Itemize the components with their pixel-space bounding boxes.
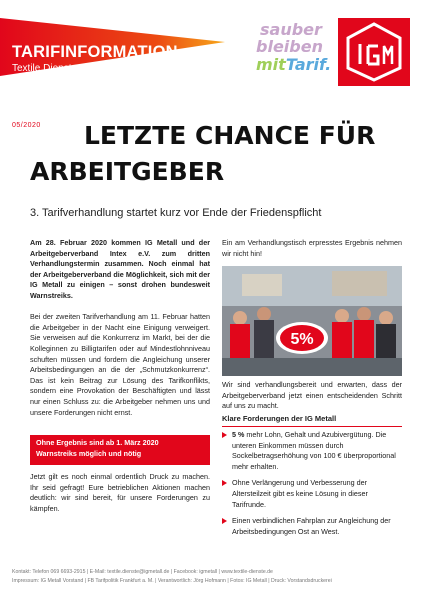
footer-contact: Kontakt: Telefon 069 6693-2915 | E-Mail: textile.dienste@igmetall.de | Facebook: igmetall | www.textile-dienste.de: [12, 569, 273, 575]
protest-photo: [222, 266, 402, 376]
demands-list: [222, 430, 402, 543]
triangle-bullet-icon: [222, 480, 227, 486]
right-paragraph: [222, 380, 402, 412]
left-column: [30, 238, 210, 429]
list-item: Einen verbindlichen Fahrplan zur Angleichung der Arbeitsbedingungen Ost an West.: [222, 516, 402, 537]
campaign-logo-line3: mitTarif.: [256, 55, 332, 74]
headline: [30, 118, 410, 190]
warning-box: [30, 435, 210, 465]
campaign-logo-line2: bleiben: [256, 37, 323, 56]
list-item: 5 % mehr Lohn, Gehalt und Azubivergütung. Die unteren Einkommen müssen durch Sockelbetragserhöhung von 100 € überproportional mehr erhalten.: [222, 430, 402, 472]
headline-line1: LETZTE CHANCE FÜR: [84, 121, 376, 150]
ig-metall-logo: [338, 18, 410, 86]
intro-paragraph: Ein am Verhandlungstisch erpresstes Ergebnis nehmen wir nicht hin!: [222, 238, 402, 258]
protest-photo-image: [222, 266, 402, 376]
newsletter-subtitle: Textile Dienste: [12, 63, 78, 74]
lead-paragraph: Am 28. Februar 2020 kommen IG Metall und der Arbeitgeberverband Intex e.V. zum dritten Verhandlungstermin zusammen. Noch einmal hat der Arbeitgeberverband die Möglichkeit, sich mit der IG Metall zu einigen – sonst drohen bundesweit Warnstreiks.: [30, 238, 210, 300]
list-item: Ohne Verlängerung und Verbesserung der Altersteilzeit gibt es keine Lösung in dieser Tarifrunde.: [222, 478, 402, 510]
warning-box-line2: Warnstreiks möglich und nötig: [36, 448, 142, 458]
body-paragraph: Bei der zweiten Tarifverhandlung am 11. Februar hatten die Arbeitgeber in der Nacht eine Einigung verweigert. Sie verweisen auf die Konkurrenz im Markt, bei der die Kolleginnen zu Billigtarifen oder auf Mindestlohnniveau schuften müssen und fordern die Angleichung unserer Arbeitsbedingungen an die der „Schmutzkonkurrenz“. Das ist kein Beitrag zur Lösung des Tarifkonflikts, sondern eine Provokation der Beschäftigten und lässt nur einen Schluss zu: die Arbeitgeber nehmen uns und unsere Forderungen nicht ernst.: [30, 312, 210, 417]
newsletter-title: TARIFINFORMATION: [12, 43, 178, 61]
demands-heading: Klare Forderungen der IG Metall: [222, 414, 402, 427]
campaign-logo-line1: sauber: [260, 20, 322, 39]
campaign-logo: [256, 20, 330, 78]
subheadline: 3. Tarifverhandlung startet kurz vor Ende der Friedenspflicht: [30, 207, 322, 219]
footer-imprint: Impressum: IG Metall Vorstand | FB Tarifpolitik Frankfurt a. M. | Verantwortlich: Jörg Hofmann | Fotos: IG Metall | Druck: Vorstandsdruckerei: [12, 578, 332, 584]
negotiation-paragraph: Wir sind verhandlungsbereit und erwarten, dass der Arbeitgeberverband jetzt einen entscheidenden Schritt auf uns zu macht.: [222, 380, 402, 411]
right-column: [222, 238, 402, 270]
issue-number: 05/2020: [12, 122, 41, 129]
closing-paragraph: Jetzt gilt es noch einmal ordentlich Druck zu machen. Ihr seid gefragt! Eure betrieblichen Aktionen machen deutlich: wir sind bereit, für unsere Forderungen zu kämpfen.: [30, 472, 210, 513]
footer: [12, 568, 412, 586]
triangle-bullet-icon: [222, 432, 227, 438]
header-banner: [0, 18, 225, 76]
photo-sign-text: 5%: [290, 331, 314, 348]
ig-metall-logo-icon: [338, 18, 410, 86]
headline-line2: ARBEITGEBER: [30, 157, 225, 186]
triangle-bullet-icon: [222, 518, 227, 524]
warning-box-line1: Ohne Ergebnis sind ab 1. März 2020: [36, 438, 159, 447]
